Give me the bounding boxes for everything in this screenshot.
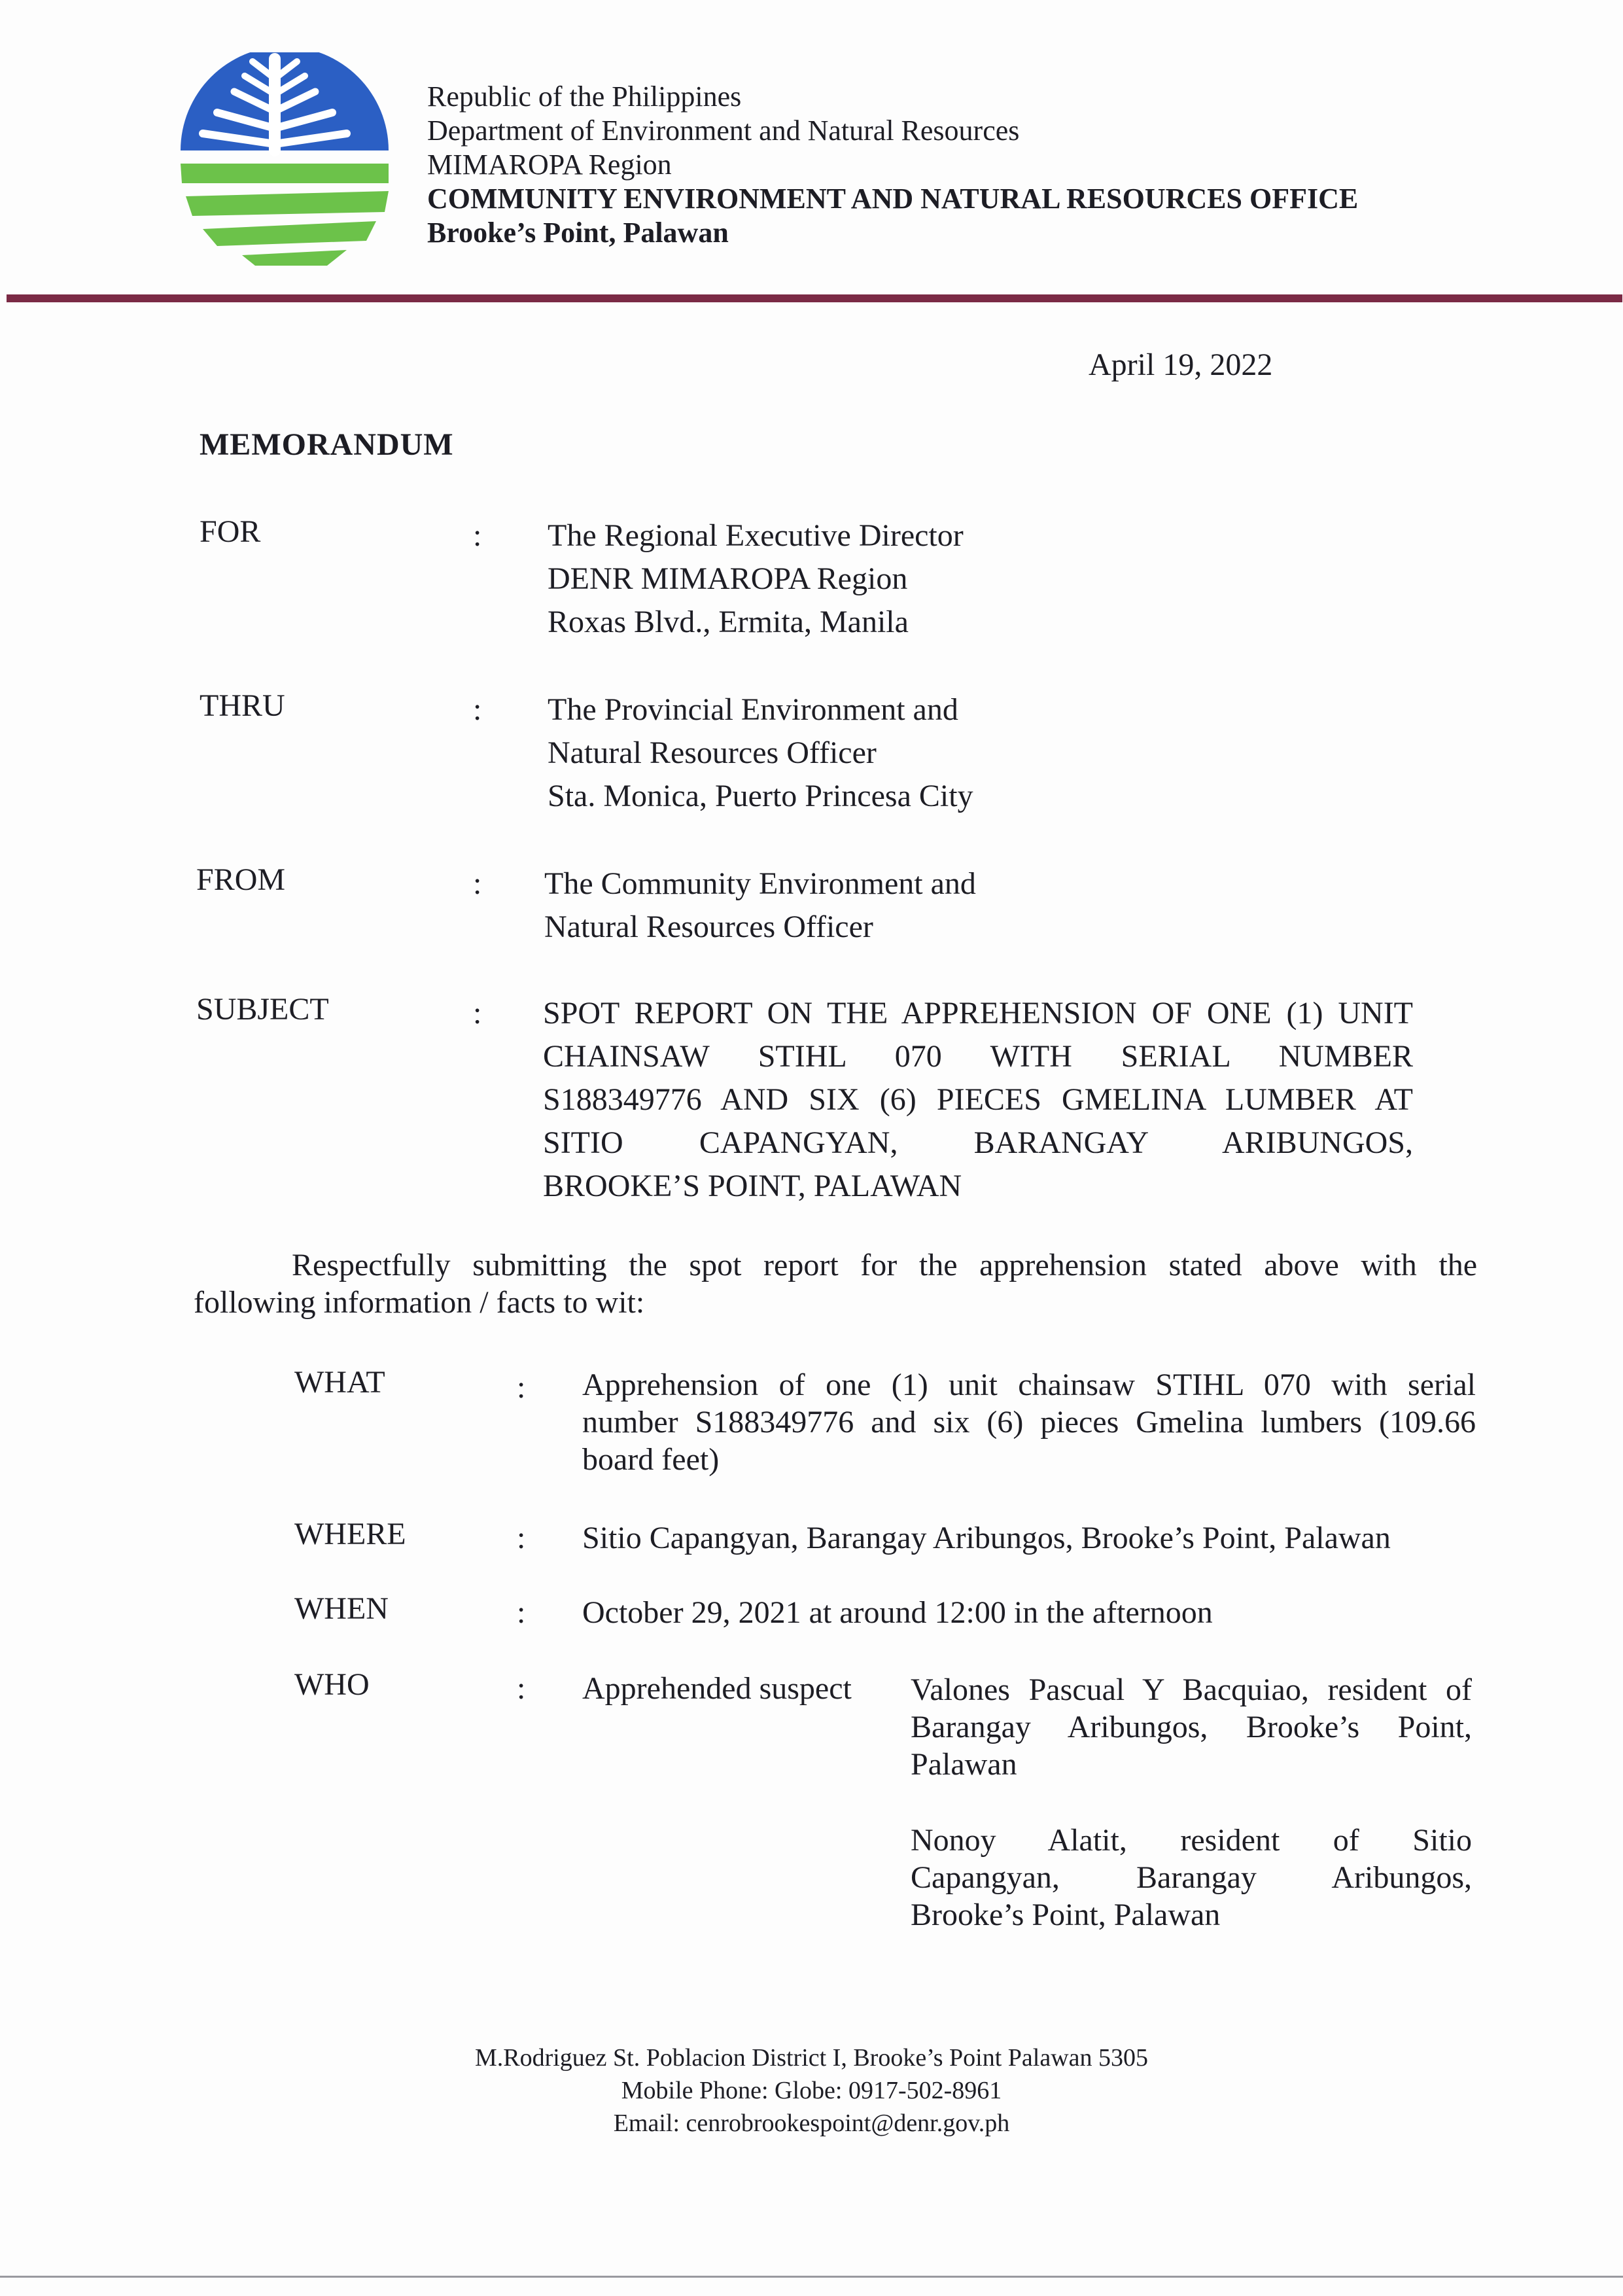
subject-line: CHAINSAW STIHL 070 WITH SERIAL NUMBER — [543, 1039, 1413, 1074]
suspect-2 — [911, 1822, 1472, 1934]
what-line: number S188349776 and six (6) pieces Gmelina lumbers (109.66 — [582, 1405, 1476, 1439]
suspect-line: Nonoy Alatit, resident of Sitio — [911, 1823, 1472, 1858]
memo-date: April 19, 2022 — [1089, 347, 1273, 382]
intro-line: Respectfully submitting the spot report for the apprehension stated above with the — [292, 1248, 1477, 1282]
page-bottom-edge — [0, 2276, 1623, 2278]
from-line: The Community Environment and — [544, 866, 976, 901]
subject-label: SUBJECT — [196, 992, 329, 1027]
header-divider — [7, 294, 1622, 302]
for-value — [548, 514, 964, 644]
when-value: October 29, 2021 at around 12:00 in the afternoon — [582, 1595, 1213, 1630]
denr-tree-logo-icon — [177, 52, 393, 268]
letterhead-country: Republic of the Philippines — [427, 80, 742, 113]
for-label: FOR — [200, 514, 261, 549]
from-line: Natural Resources Officer — [544, 910, 873, 944]
letterhead-department: Department of Environment and Natural Resources — [427, 115, 1020, 147]
subject-line: SPOT REPORT ON THE APPREHENSION OF ONE (1) UNIT — [543, 996, 1413, 1031]
for-colon: : — [473, 518, 482, 553]
subject-line: BROOKE’S POINT, PALAWAN — [543, 1169, 962, 1203]
for-line: Roxas Blvd., Ermita, Manila — [548, 605, 909, 639]
from-colon: : — [473, 866, 482, 901]
thru-label: THRU — [200, 688, 285, 723]
letterhead-location: Brooke’s Point, Palawan — [427, 217, 729, 249]
footer — [0, 2041, 1623, 2140]
from-label: FROM — [196, 862, 286, 897]
footer-email: Email: cenrobrookespoint@denr.gov.ph — [613, 2110, 1010, 2137]
what-value — [582, 1366, 1476, 1478]
letterhead-office: COMMUNITY ENVIRONMENT AND NATURAL RESOURCES OFFICE — [427, 183, 1359, 215]
suspect-line: Palawan — [911, 1747, 1017, 1782]
letterhead-region: MIMAROPA Region — [427, 149, 672, 181]
subject-line: S188349776 AND SIX (6) PIECES GMELINA LUMBER AT — [543, 1082, 1413, 1117]
what-line: board feet) — [582, 1442, 720, 1477]
where-colon: : — [517, 1521, 526, 1555]
who-label: WHO — [294, 1667, 370, 1702]
letterhead — [427, 80, 1358, 250]
intro-paragraph — [194, 1246, 1477, 1321]
thru-line: Sta. Monica, Puerto Princesa City — [548, 779, 973, 813]
footer-phone: Mobile Phone: Globe: 0917-502-8961 — [621, 2077, 1002, 2104]
when-label: WHEN — [294, 1591, 389, 1626]
from-value — [544, 862, 976, 949]
what-colon: : — [517, 1370, 526, 1405]
suspect-1 — [911, 1671, 1472, 1783]
thru-line: The Provincial Environment and — [548, 692, 958, 727]
intro-line: following information / facts to wit: — [194, 1285, 645, 1320]
subject-value — [543, 992, 1413, 1208]
thru-value — [548, 688, 973, 818]
suspect-line: Valones Pascual Y Bacquiao, resident of — [911, 1672, 1472, 1707]
subject-line: SITIO CAPANGYAN, BARANGAY ARIBUNGOS, — [543, 1125, 1413, 1160]
suspect-line: Barangay Aribungos, Brooke’s Point, — [911, 1710, 1472, 1744]
suspect-line: Capangyan, Barangay Aribungos, — [911, 1860, 1472, 1895]
footer-address: M.Rodriguez St. Poblacion District I, Brooke’s Point Palawan 5305 — [474, 2044, 1149, 2072]
what-line: Apprehension of one (1) unit chainsaw STIHL 070 with serial — [582, 1368, 1476, 1402]
who-colon: : — [517, 1671, 526, 1706]
when-colon: : — [517, 1595, 526, 1630]
thru-line: Natural Resources Officer — [548, 735, 877, 770]
for-line: The Regional Executive Director — [548, 518, 964, 553]
where-value: Sitio Capangyan, Barangay Aribungos, Brooke’s Point, Palawan — [582, 1521, 1391, 1555]
memo-title: MEMORANDUM — [200, 427, 454, 462]
what-label: WHAT — [294, 1365, 385, 1400]
subject-colon: : — [473, 996, 482, 1031]
where-label: WHERE — [294, 1517, 406, 1551]
for-line: DENR MIMAROPA Region — [548, 561, 908, 596]
thru-colon: : — [473, 692, 482, 727]
suspect-line: Brooke’s Point, Palawan — [911, 1898, 1221, 1932]
who-sublabel: Apprehended suspect — [582, 1671, 852, 1706]
